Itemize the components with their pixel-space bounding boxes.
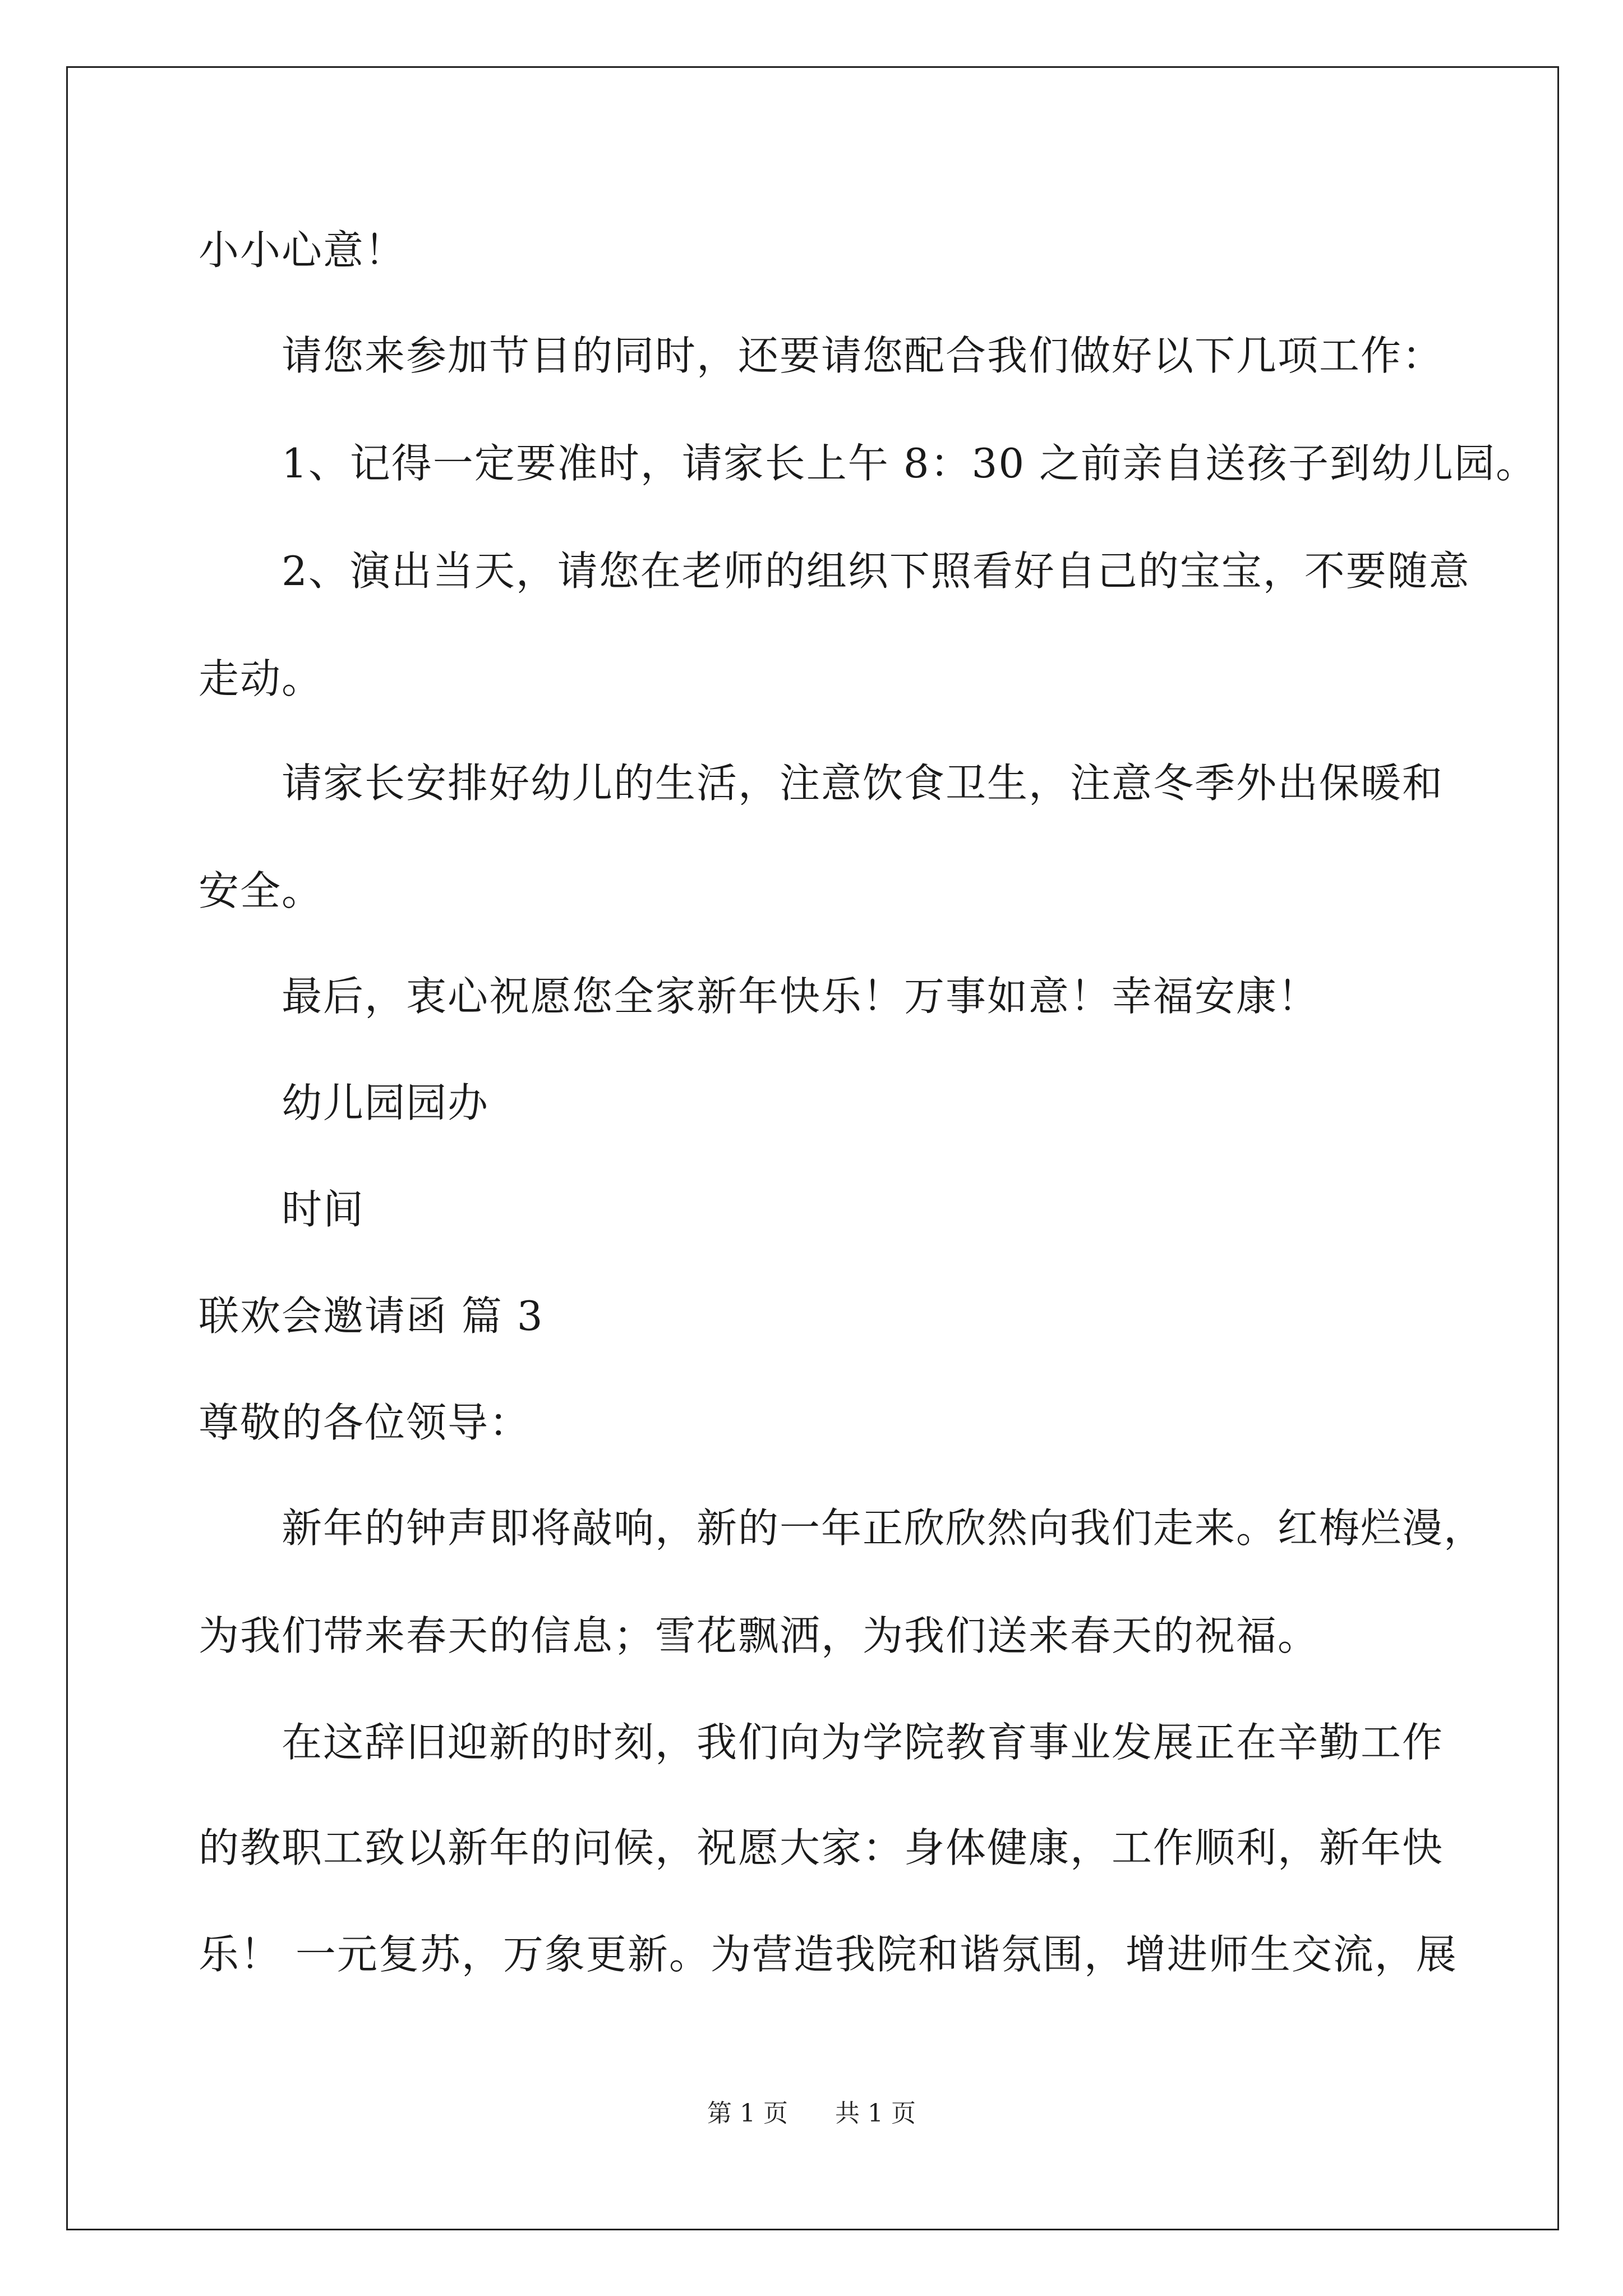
text-line: 请家长安排好幼儿的生活，注意饮食卫生，注意冬季外出保暖和 xyxy=(282,760,1444,807)
section-heading: 联欢会邀请函 篇 3 xyxy=(199,1292,544,1340)
signature-org: 幼儿园园办 xyxy=(282,1079,490,1126)
text-line: 的教职工致以新年的问候，祝愿大家：身体健康，工作顺利，新年快 xyxy=(199,1824,1444,1871)
page-footer xyxy=(0,2097,1623,2131)
page-number: 第 1 页 xyxy=(707,2099,788,2128)
text-line: 为我们带来春天的信息；雪花飘洒，为我们送来春天的祝福。 xyxy=(199,1612,1320,1659)
text-line: 1、记得一定要准时，请家长上午 8：30 之前亲自送孩子到幼儿园。 xyxy=(282,440,1538,487)
text-line: 在这辞旧迎新的时刻，我们向为学院教育事业发展正在辛勤工作 xyxy=(282,1719,1444,1766)
text-line: 乐！ 一元复苏，万象更新。为营造我院和谐氛围，增进师生交流，展 xyxy=(199,1931,1458,1978)
text-line: 小小心意！ xyxy=(199,227,407,274)
text-line: 走动。 xyxy=(199,655,324,702)
text-line: 2、演出当天，请您在老师的组织下照看好自己的宝宝，不要随意 xyxy=(282,547,1470,595)
text-line: 新年的钟声即将敲响，新的一年正欣欣然向我们走来。红梅烂漫， xyxy=(282,1504,1486,1552)
text-line: 请您来参加节目的同时，还要请您配合我们做好以下几项工作： xyxy=(282,332,1444,379)
signature-date: 时间 xyxy=(282,1186,365,1233)
text-line: 安全。 xyxy=(199,867,324,914)
text-line: 最后，衷心祝愿您全家新年快乐！万事如意！幸福安康！ xyxy=(282,973,1320,1020)
page-total: 共 1 页 xyxy=(835,2099,916,2128)
page-border xyxy=(66,66,1559,2230)
salutation: 尊敬的各位领导： xyxy=(199,1399,531,1446)
